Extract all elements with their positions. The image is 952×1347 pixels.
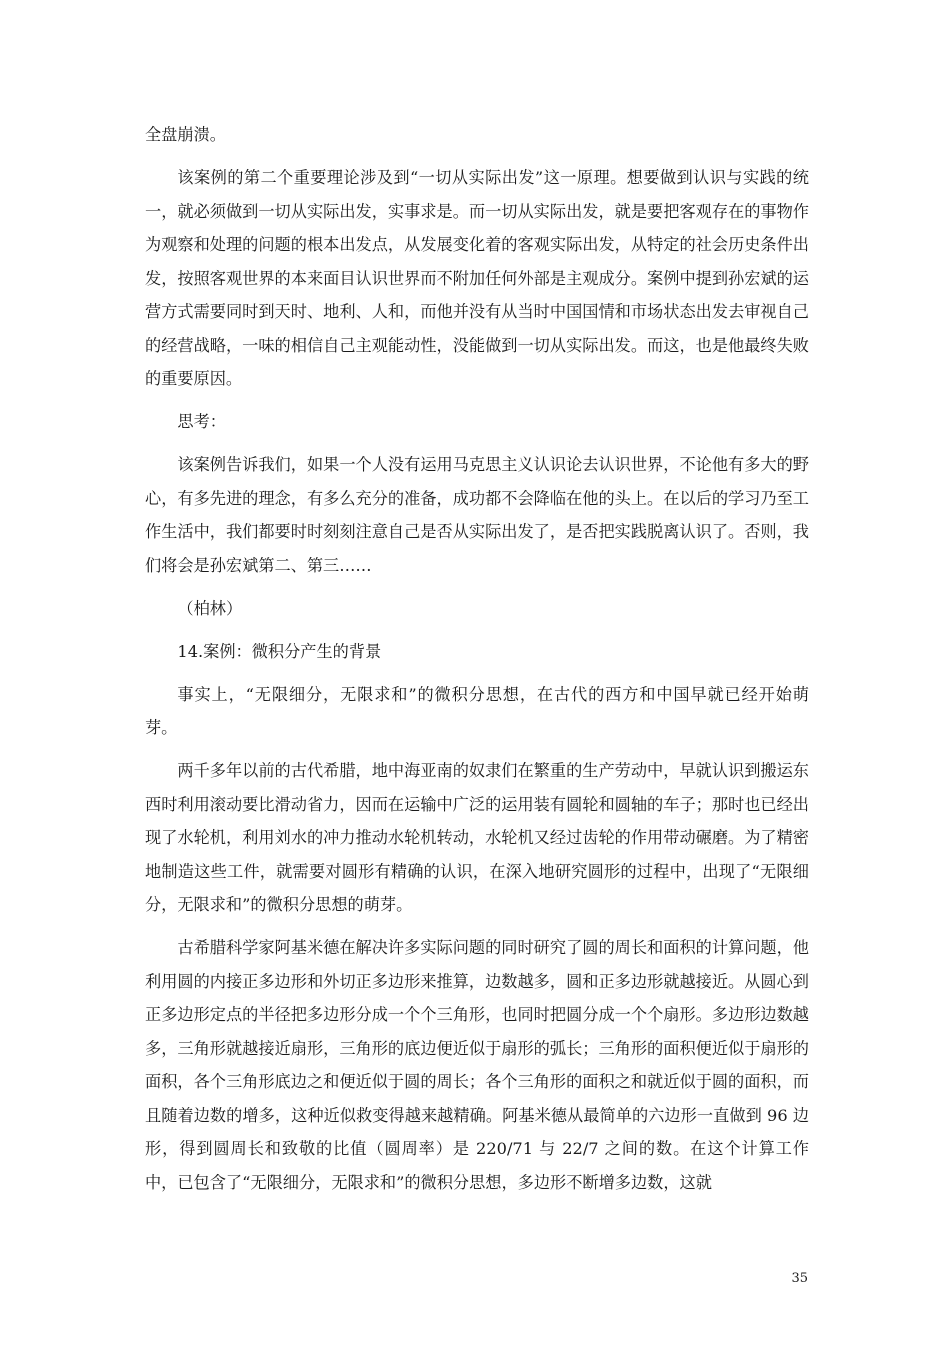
page-number: 35 [791, 1271, 808, 1286]
document-body [145, 118, 809, 1209]
author-credit: （柏林） [177, 598, 243, 618]
paragraph-2: 该案例的第二个重要理论涉及到“一切从实际出发”这一原理。想要做到认识与实践的统一，就必须做到一切从实际出发，实事求是。而一切从实际出发，就是要把客观存在的事物作为观察和处理的问题的根本出发点，从发展变化着的客观实际出发，从特定的社会历史条件出发，按照客观世界的本来面目认识世界而不附加任何外部是主观成分。案例中提到孙宏斌的运营方式需要同时到天时、地利、人和，而他并没有从当时中国国情和市场状态出发去审视自己的经营战略，一味的相信自己主观能动性，没能做到一切从实际出发。而这，也是他最终失败的重要原因。 [145, 168, 809, 388]
paragraph-3: 该案例告诉我们，如果一个人没有运用马克思主义认识论去认识世界，不论他有多大的野心，有多先进的理念，有多么充分的准备，成功都不会降临在他的头上。在以后的学习乃至工作生活中，我们都要时时刻刻注意自己是否从实际出发了，是否把实践脱离认识了。否则，我们将会是孙宏斌第二、第三…… [145, 455, 809, 575]
paragraph-6: 古希腊科学家阿基米德在解决许多实际问题的同时研究了圆的周长和面积的计算问题，他利用圆的内接正多边形和外切正多边形来推算，边数越多，圆和正多边形就越接近。从圆心到正多边形定点的半径把多边形分成一个个三角形，也同时把圆分成一个个扇形。多边形边数越多，三角形就越接近扇形，三角形的底边便近似于扇形的弧长；三角形的面积便近似于扇形的面积，各个三角形底边之和便近似于圆的周长；各个三角形的面积之和就近似于圆的面积，而且随着边数的增多，这种近似救变得越来越精确。阿基米德从最简单的六边形一直做到 96 边形，得到圆周长和致敬的比值（圆周率）是 220/71 与 22/7 之间的数。在这个计算工作中，已包含了“无限细分，无限求和”的微积分思想，多边形不断增多边数，这就 [145, 938, 809, 1192]
paragraph-5: 两千多年以前的古代希腊，地中海亚南的奴隶们在繁重的生产劳动中，早就认识到搬运东西时利用滚动要比滑动省力，因而在运输中广泛的运用装有圆轮和圆轴的车子；那时也已经出现了水轮机，利用刘水的冲力推动水轮机转动，水轮机又经过齿轮的作用带动碾磨。为了精密地制造这些工件，就需要对圆形有精确的认识，在深入地研究圆形的过程中，出现了“无限细分，无限求和”的微积分思想的萌芽。 [145, 761, 809, 914]
paragraph-4: 事实上，“无限细分，无限求和”的微积分思想，在古代的西方和中国早就已经开始萌芽。 [145, 684, 809, 737]
paragraph-thinking-heading: 思考： [177, 412, 226, 431]
paragraph-1: 全盘崩溃。 [145, 125, 226, 144]
section-heading: 14.案例：微积分产生的背景 [177, 641, 382, 661]
